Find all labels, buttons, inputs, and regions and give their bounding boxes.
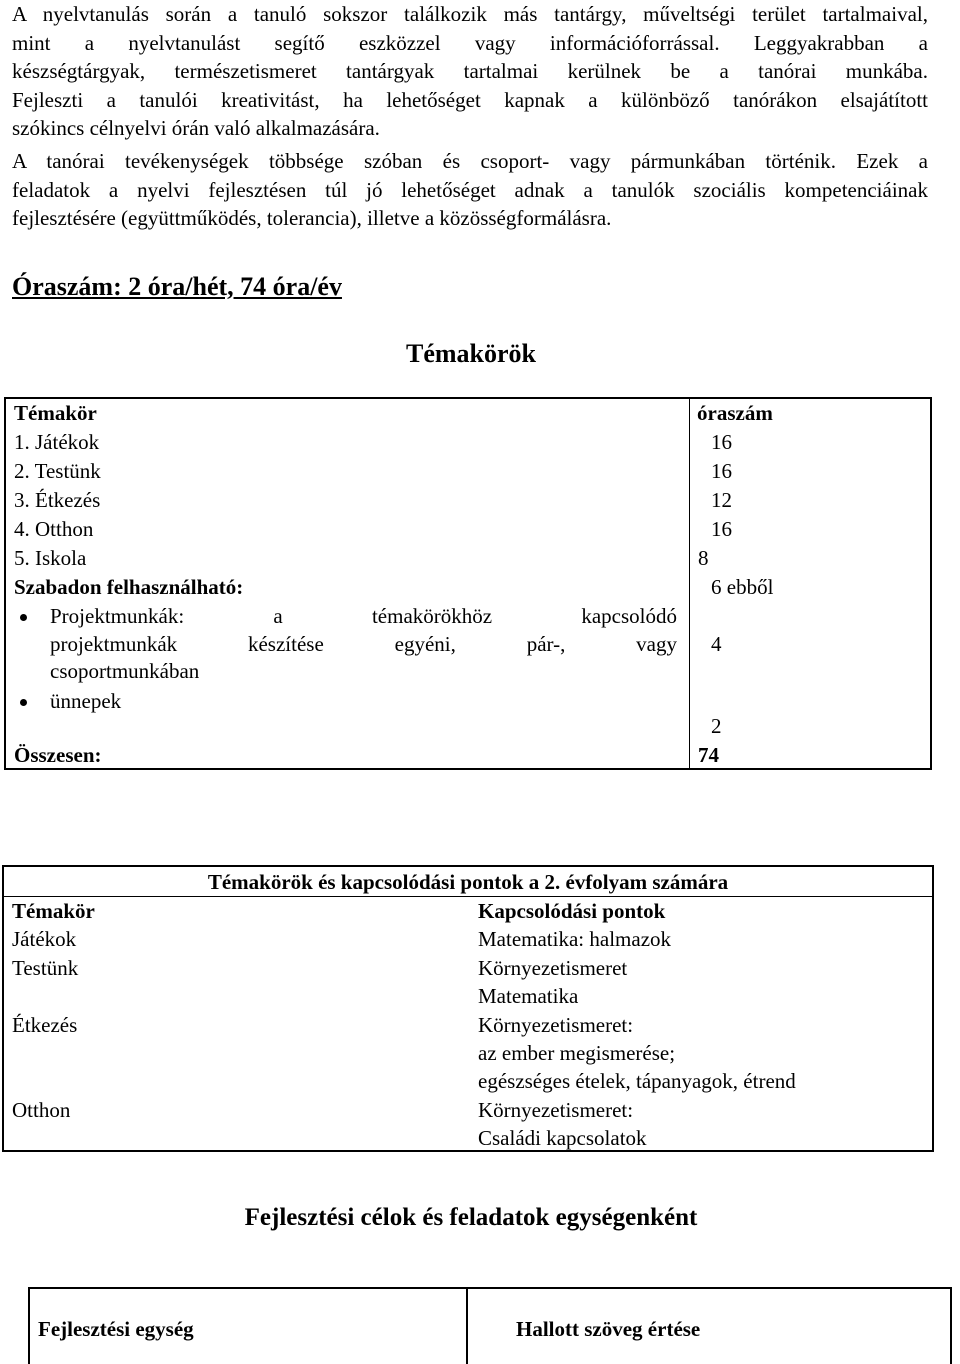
- topic-row-label: 3. Étkezés: [14, 488, 101, 512]
- header-unit: Fejlesztési egység: [38, 1317, 194, 1341]
- topic-row-label: 4. Otthon: [14, 517, 94, 541]
- topics-heading: Témakörök: [406, 339, 536, 368]
- list-item-line: Projektmunkák: a témakörökhöz kapcsolódó: [50, 604, 677, 628]
- link-row-item: Környezetismeret: [478, 956, 628, 980]
- link-row-item: az ember megismerése;: [478, 1041, 676, 1065]
- bullet-icon: [20, 699, 27, 706]
- link-row-item: Matematika: halmazok: [478, 927, 672, 951]
- goals-table: [28, 1287, 952, 1364]
- list-item: [50, 688, 677, 716]
- links-table-title: Témakörök és kapcsolódási pontok a 2. évfolyam számára: [207, 870, 729, 894]
- total-hours: 74: [698, 743, 719, 767]
- intro-line: fejlesztésére (együttműködés, tolerancia), illetve a közösségformálásra.: [12, 206, 612, 230]
- free-hours-list: [50, 603, 677, 715]
- topic-row-label: 5. Iskola: [14, 546, 87, 570]
- column-divider: [689, 399, 690, 768]
- header-topic: Témakör: [14, 401, 97, 425]
- link-row-item: Matematika: [478, 984, 579, 1008]
- intro-line: Fejleszti a tanulói kreativitást, ha lehetőséget kapnak a különböző tanórákon elsajátított: [12, 87, 928, 112]
- intro-line: A tanórai tevékenységek többsége szóban és csoport- vagy pármunkában történik. Ezek a: [12, 149, 928, 173]
- topic-row-label: 2. Testünk: [14, 459, 101, 483]
- link-row-item: Családi kapcsolatok: [478, 1126, 647, 1150]
- intro-paragraph-1: [12, 0, 928, 143]
- link-row-topic: Étkezés: [12, 1013, 78, 1037]
- header-text: Hallott szöveg értése: [516, 1317, 701, 1341]
- topics-table: [4, 397, 932, 770]
- free-hours-value: 6 ebből: [711, 575, 774, 599]
- link-row-item: Környezetismeret:: [478, 1098, 634, 1122]
- goals-heading: Fejlesztési célok és feladatok egységenként: [244, 1204, 698, 1231]
- intro-line: szókincs célnyelvi órán való alkalmazására.: [12, 116, 380, 140]
- hours-heading: Óraszám: 2 óra/hét, 74 óra/év: [12, 272, 342, 301]
- bullet2-hours: 2: [711, 714, 722, 738]
- bullet1-hours: 4: [711, 632, 722, 656]
- topic-row-label: 1. Játékok: [14, 430, 100, 454]
- list-item-line: csoportmunkában: [50, 659, 200, 683]
- topic-row-hours: 16: [711, 517, 732, 541]
- header-topic: Témakör: [12, 899, 95, 923]
- bullet-icon: [20, 614, 27, 621]
- intro-line: mint a nyelvtanulást segítő eszközzel vagy információforrással. Leggyakrabban a: [12, 30, 928, 55]
- topic-row-hours: 8: [698, 546, 709, 570]
- link-row-item: egészséges ételek, tápanyagok, étrend: [478, 1069, 796, 1093]
- intro-line: készségtárgyak, természetismeret tantárgyak tartalmai kerülnek be a tanórai munkába.: [12, 59, 928, 83]
- header-links: Kapcsolódási pontok: [478, 899, 666, 923]
- link-row-item: Környezetismeret:: [478, 1013, 634, 1037]
- link-row-topic: Játékok: [12, 927, 77, 951]
- intro-line: feladatok a nyelvi fejlesztésen túl jó lehetőséget adnak a tanulók szociális kompetenciáinak: [12, 177, 928, 202]
- intro-line: A nyelvtanulás során a tanuló sokszor találkozik más tantárgy, műveltségi terület tartalmaival,: [12, 2, 928, 26]
- topic-row-hours: 16: [711, 430, 732, 454]
- list-item-line: projektmunkák készítése egyéni, pár-, vagy: [50, 631, 677, 656]
- total-label: Összesen:: [14, 743, 102, 767]
- column-divider: [466, 1289, 468, 1364]
- link-row-topic: Otthon: [12, 1098, 71, 1122]
- list-item: [50, 603, 677, 686]
- topic-row-hours: 12: [711, 488, 732, 512]
- topic-row-hours: 16: [711, 459, 732, 483]
- links-table: [2, 865, 934, 1152]
- header-hours: óraszám: [697, 401, 773, 425]
- title-divider: [4, 896, 932, 897]
- intro-paragraph-2: [12, 147, 928, 233]
- list-item-line: ünnepek: [50, 688, 122, 713]
- link-row-topic: Testünk: [12, 956, 79, 980]
- free-hours-label: Szabadon felhasználható:: [14, 575, 244, 599]
